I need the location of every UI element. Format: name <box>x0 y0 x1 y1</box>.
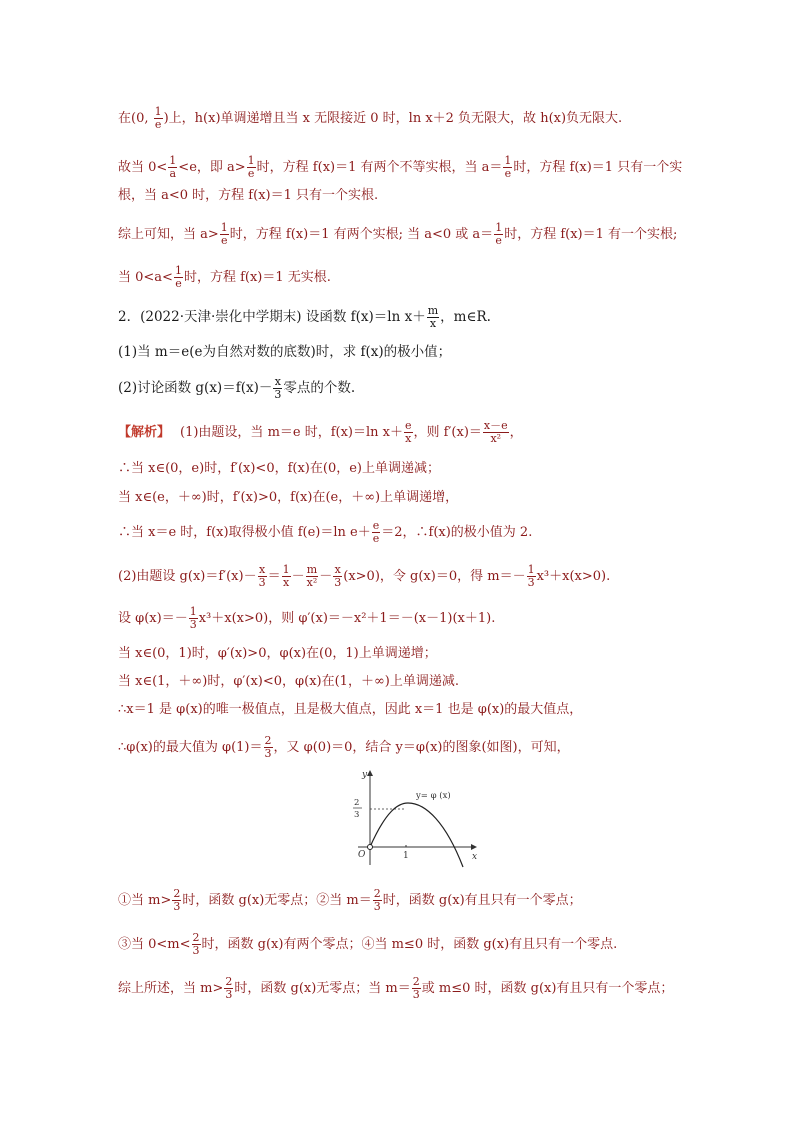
problem-stem <box>118 305 491 330</box>
text-run: 时，函数 g(x)无零点；当 m＝ <box>234 981 411 996</box>
fraction-denominator: 3 <box>264 747 272 760</box>
fraction <box>373 888 382 913</box>
text-run: 时，方程 f(x)＝1 有两个不等实根，当 a＝ <box>256 160 503 175</box>
fraction <box>168 155 177 180</box>
text-run: x³＋x(x>0)，则 φ′(x)＝－x²＋1＝－(x－1)(x＋1). <box>198 611 496 626</box>
prev-solution-line-1 <box>118 106 622 131</box>
fraction-denominator: 3 <box>258 576 266 589</box>
text-run: ，则 f′(x)＝ <box>413 425 482 440</box>
text-run: 在(0, <box>118 111 153 126</box>
solution-line-6 <box>118 606 495 631</box>
fraction <box>174 265 183 290</box>
solution-line-8: 当 x∈(1，＋∞)时，φ′(x)<0，φ(x)在(1，＋∞)上单调递减. <box>118 674 459 689</box>
text-run: (1)由题设，当 m＝e 时，f(x)＝ln x＋ <box>180 425 403 440</box>
fraction-denominator: 3 <box>373 900 381 913</box>
fraction-numerator: x <box>274 375 281 388</box>
fraction <box>224 976 233 1001</box>
text-run: ∴当 x＝e 时，f(x)取得极小值 f(e)＝ln e＋ <box>118 525 371 540</box>
solution-line-4 <box>118 520 532 545</box>
fraction-numerator: 2 <box>412 975 420 988</box>
text-run: 故当 0< <box>118 160 168 175</box>
text-run: 2．(2022·天津·崇化中学期末) 设函数 f(x)＝ln x＋ <box>118 309 426 325</box>
text-run: ＝2，∴f(x)的极小值为 2. <box>381 525 533 540</box>
solution-line-3: 当 x∈(e，＋∞)时，f′(x)>0，f(x)在(e，＋∞)上单调递增， <box>118 490 459 505</box>
text-run: ③当 0<m< <box>118 937 191 952</box>
fraction-denominator: 3 <box>192 944 200 957</box>
text-run: ， <box>509 425 523 440</box>
text-run: x³＋x(x>0). <box>536 569 611 584</box>
text-run: ，m∈R. <box>440 309 491 325</box>
fraction-numerator: 1 <box>504 154 512 167</box>
fraction-denominator: e <box>372 532 380 545</box>
prev-solution-line-5 <box>118 265 331 290</box>
text-run: )上，h(x)单调递增且当 x 无限接近 0 时，ln x＋2 负无限大，故 h(x)负无限大. <box>163 111 623 126</box>
fraction-denominator: e <box>504 167 512 180</box>
solution-line-5 <box>118 564 610 589</box>
solution-line-1 <box>118 420 523 445</box>
text-run: 时，函数 g(x)有且只有一个零点； <box>382 893 582 908</box>
fraction <box>258 564 267 589</box>
solution-line-7: 当 x∈(0，1)时，φ′(x)>0，φ(x)在(0，1)上单调递增； <box>118 646 437 661</box>
text-run: 时，函数 g(x)有两个零点；④当 m≤0 时，函数 g(x)有且只有一个零点. <box>201 937 618 952</box>
origin-open-point <box>368 845 373 850</box>
fraction-denominator: 3 <box>274 388 282 401</box>
origin-label: O <box>358 850 366 860</box>
problem-part-1: (1)当 m＝e(e为自然对数的底数)时，求 f(x)的极小值； <box>118 344 452 360</box>
text-run: － <box>291 569 305 584</box>
fraction-denominator: x <box>429 317 437 330</box>
fraction-numerator: 1 <box>189 605 197 618</box>
fraction-numerator: 1 <box>527 563 535 576</box>
fraction-numerator: 1 <box>247 154 255 167</box>
text-run: 综上可知，当 a> <box>118 227 219 242</box>
fraction-denominator: e <box>154 118 162 131</box>
fraction <box>427 305 439 330</box>
solution-line-10 <box>118 735 570 760</box>
problem-part-2 <box>118 376 355 401</box>
fraction-numerator: 1 <box>174 264 182 277</box>
fraction-denominator: 3 <box>189 618 197 631</box>
phi-graph <box>330 765 480 870</box>
fraction <box>154 106 163 131</box>
solution-label: 【解析】 <box>118 425 171 440</box>
text-run: 时，方程 f(x)＝1 有一个实根; <box>504 227 678 242</box>
fraction-numerator: 2 <box>373 887 381 900</box>
fraction-denominator: e <box>247 167 255 180</box>
text-run: 时，方程 f(x)＝1 无实根. <box>183 270 331 285</box>
fraction-denominator: a <box>169 167 177 180</box>
fraction-numerator: x <box>334 563 341 576</box>
fraction-numerator: e <box>372 519 380 532</box>
fraction-denominator: 3 <box>173 900 181 913</box>
text-run: 设 φ(x)＝－ <box>118 611 188 626</box>
fraction <box>503 155 512 180</box>
fraction-numerator: m <box>427 304 439 317</box>
fraction-denominator: e <box>221 234 228 247</box>
fraction <box>247 155 256 180</box>
text-run: (2)由题设 g(x)＝f′(x)－ <box>118 569 257 584</box>
text-run: 时，方程 f(x)＝1 只有一个实 <box>513 160 683 175</box>
text-run: 或 m≤0 时，函数 g(x)有且只有一个零点； <box>421 981 674 996</box>
text-run: <e，即 a> <box>178 160 246 175</box>
fraction-denominator: e <box>175 277 182 290</box>
fraction-numerator: e <box>405 419 412 432</box>
fraction-numerator: 1 <box>154 105 162 118</box>
fraction-denominator: x <box>405 432 412 445</box>
fraction-denominator: 3 <box>412 988 420 1001</box>
fraction-numerator: 1 <box>169 154 177 167</box>
fraction-numerator: 1 <box>495 221 503 234</box>
fraction <box>192 932 201 957</box>
fraction-numerator: 1 <box>282 563 290 576</box>
solution-line-2: ∴当 x∈(0，e)时，f′(x)<0，f(x)在(0，e)上单调递减； <box>118 461 440 476</box>
solution-line-13 <box>118 976 673 1001</box>
fraction <box>412 976 421 1001</box>
fraction <box>333 564 342 589</box>
y-axis-label: y <box>362 770 368 780</box>
fraction <box>483 420 509 445</box>
fraction-numerator: x－e <box>483 419 508 432</box>
fraction <box>273 376 282 401</box>
fraction <box>264 735 273 760</box>
fraction-denominator: e <box>495 234 502 247</box>
fraction-numerator: m <box>306 563 318 576</box>
fraction <box>527 564 536 589</box>
fraction-denominator: 3 <box>527 576 535 589</box>
text-run: 综上所述，当 m> <box>118 981 224 996</box>
prev-solution-line-2 <box>118 155 682 180</box>
prev-solution-line-4 <box>118 222 677 247</box>
text-run: (x>0)，令 g(x)＝0，得 m＝－ <box>343 569 526 584</box>
fraction <box>172 888 181 913</box>
fraction-numerator: 2 <box>173 887 181 900</box>
tick-y-denominator: 3 <box>354 810 360 820</box>
fraction <box>189 606 198 631</box>
curve-label: y= φ (x) <box>416 791 451 801</box>
prev-solution-line-3: 根，当 a<0 时，方程 f(x)＝1 只有一个实根. <box>118 188 379 203</box>
solution-line-11 <box>118 888 582 913</box>
text-run: 当 0<a< <box>118 270 173 285</box>
fraction <box>372 520 381 545</box>
solution-line-12 <box>118 932 617 957</box>
fraction-denominator: 3 <box>334 576 342 589</box>
tick-x-label: 1 <box>403 851 409 861</box>
fraction-numerator: x <box>258 563 266 576</box>
fraction-denominator: x² <box>490 432 502 445</box>
fraction-numerator: 1 <box>220 221 228 234</box>
text-run: ，又 φ(0)＝0，结合 y＝φ(x)的图象(如图)，可知， <box>273 740 570 755</box>
text-run: － <box>319 569 333 584</box>
text-run: ∴φ(x)的最大值为 φ(1)＝ <box>118 740 263 755</box>
fraction-denominator: x <box>283 576 290 589</box>
fraction-numerator: 2 <box>264 734 272 747</box>
x-axis-label: x <box>472 852 478 862</box>
fraction <box>306 564 319 589</box>
solution-line-1-text <box>180 419 523 445</box>
fraction <box>220 222 229 247</box>
tick-y-numerator: 2 <box>354 798 360 808</box>
text-run: ＝ <box>267 569 281 584</box>
fraction <box>404 420 413 445</box>
fraction <box>282 564 291 589</box>
fraction-denominator: 3 <box>225 988 233 1001</box>
text-run: 零点的个数. <box>283 380 356 396</box>
fraction-denominator: x² <box>306 576 318 589</box>
text-run: 时，方程 f(x)＝1 有两个实根; 当 a<0 或 a＝ <box>229 227 494 242</box>
text-run: 时，函数 g(x)无零点；②当 m＝ <box>182 893 372 908</box>
fraction-numerator: 2 <box>192 931 200 944</box>
text-run: (2)讨论函数 g(x)＝f(x)－ <box>118 380 273 396</box>
fraction <box>494 222 503 247</box>
solution-line-9: ∴x＝1 是 φ(x)的唯一极值点，且是极大值点，因此 x＝1 也是 φ(x)的最大值点， <box>118 702 583 717</box>
text-run: ①当 m> <box>118 893 172 908</box>
phi-curve <box>370 803 463 867</box>
fraction-numerator: 2 <box>225 975 233 988</box>
